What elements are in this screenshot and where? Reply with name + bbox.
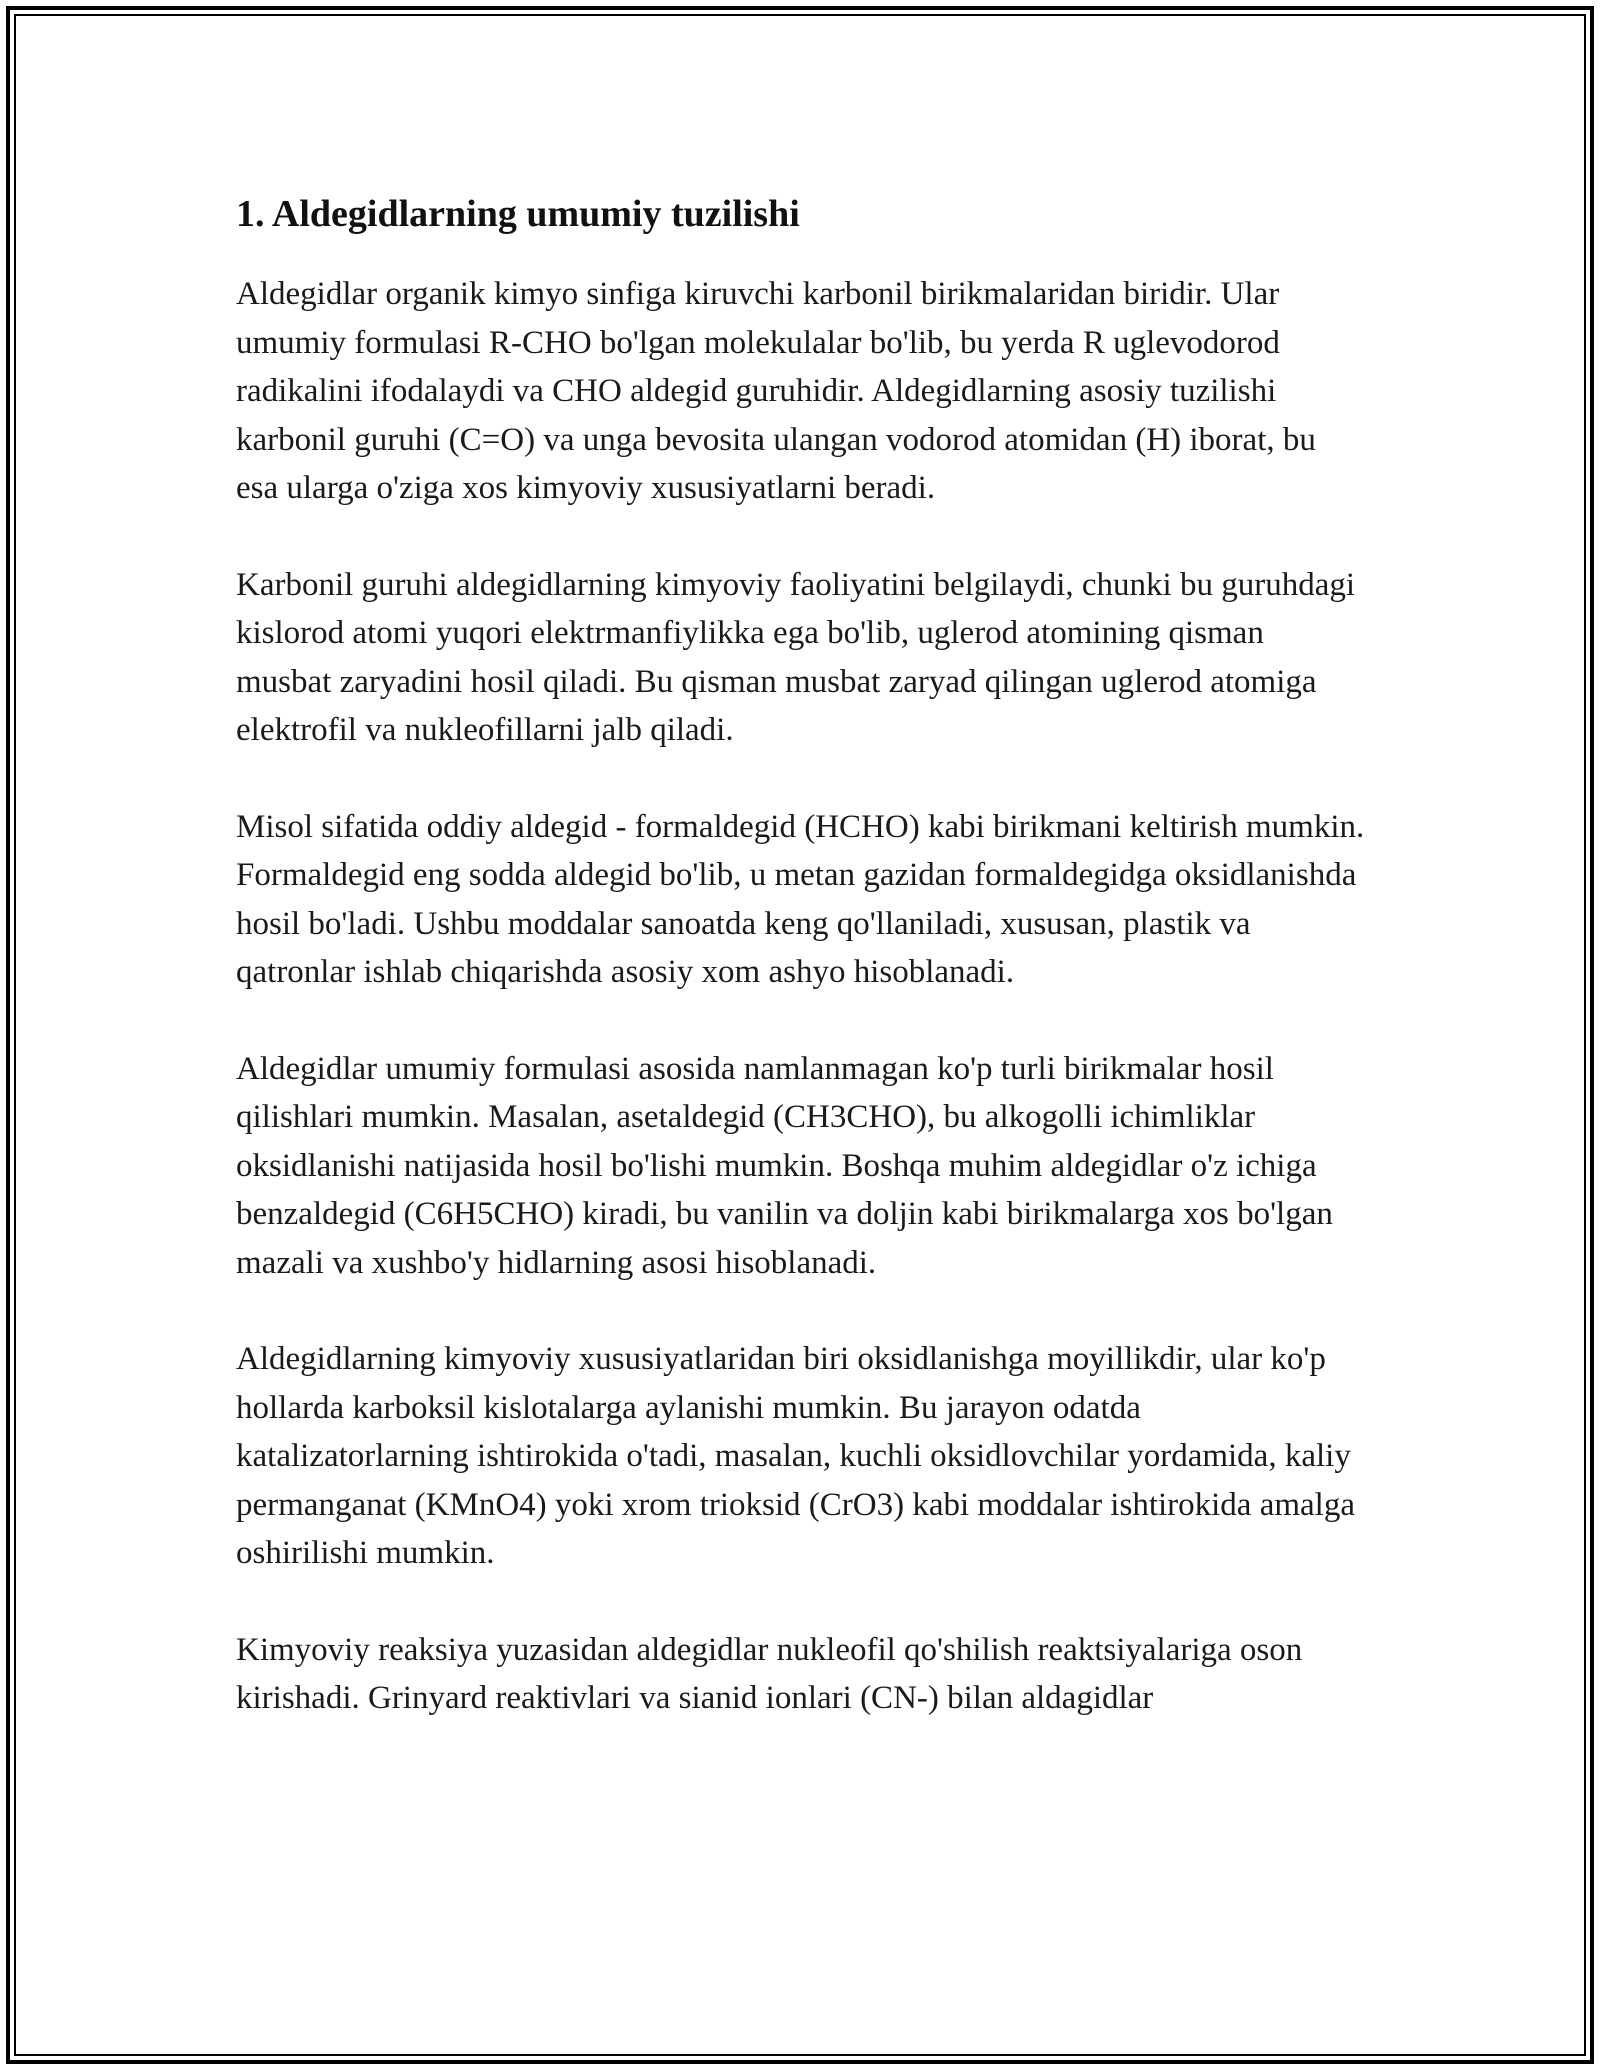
- paragraph-other-aldehydes: Aldegidlar umumiy formulasi asosida namlanmagan ko'p turli birikmalar hosil qilishlari mumkin. Masalan, asetaldegid (CH3CHO), bu alkogolli ichimliklar oksidlanishi natijasida hosil bo'lishi mumkin. Boshqa muhim aldegidlar o'z ichiga benzaldegid (C6H5CHO) kiradi, bu vanilin va doljin kabi birikmalarga xos bo'lgan mazali va xushbo'y hidlarning asosi hisoblanadi.: [236, 1050, 1333, 1281]
- paragraph-oxidation: Aldegidlarning kimyoviy xususiyatlaridan biri oksidlanishga moyillikdir, ular ko'p hollarda karboksil kislotalarga aylanishi mumkin. Bu jarayon odatda katalizatorlarning ishtirokida o'tadi, masalan, kuchli oksidlovchilar yordamida, kaliy permanganat (KMnO4) yoki xrom trioksid (CrO3) kabi moddalar ishtirokida amalga oshirilishi mumkin.: [236, 1341, 1355, 1571]
- paragraph-carbonyl-group: Karbonil guruhi aldegidlarning kimyoviy faoliyatini belgilaydi, chunki bu guruhdagi kislorod atomi yuqori elektrmanfiylikka ega bo'lib, uglerod atomining qisman musbat zaryadini hosil qiladi. Bu qisman musbat zaryad qilingan uglerod atomiga elektrofil va nukleofillarni jalb qiladi.: [236, 566, 1356, 748]
- section-heading: 1. Aldegidlarning umumiy tuzilishi: [236, 193, 800, 235]
- paragraph-general-structure: Aldegidlar organik kimyo sinfiga kiruvchi karbonil birikmalaridan biridir. Ular umumiy formulasi R-CHO bo'lgan molekulalar bo'lib, bu yerda R uglevodorod radikalini ifodalaydi va CHO aldegid guruhidir. Aldegidlarning asosiy tuzilishi karbonil guruhi (C=O) va unga bevosita ulangan vodorod atomidan (H) iborat, bu esa ularga o'ziga xos kimyoviy xususiyatlarni beradi.: [236, 276, 1316, 506]
- paragraph-formaldehyde: Misol sifatida oddiy aldegid - formaldegid (HCHO) kabi birikmani keltirish mumkin. Formaldegid eng sodda aldegid bo'lib, u metan gazidan formaldegidga oksidlanishda hosil bo'ladi. Ushbu moddalar sanoatda keng qo'llaniladi, xususan, plastik va qatronlar ishlab chiqarishda asosiy xom ashyo hisoblanadi.: [236, 808, 1365, 990]
- paragraph-nucleophilic-addition: Kimyoviy reaksiya yuzasidan aldegidlar nukleofil qo'shilish reaktsiyalariga oson kirishadi. Grinyard reaktivlari va sianid ionlari (CN-) bilan aldagidlar: [236, 1631, 1303, 1716]
- document-body: [236, 186, 1366, 1771]
